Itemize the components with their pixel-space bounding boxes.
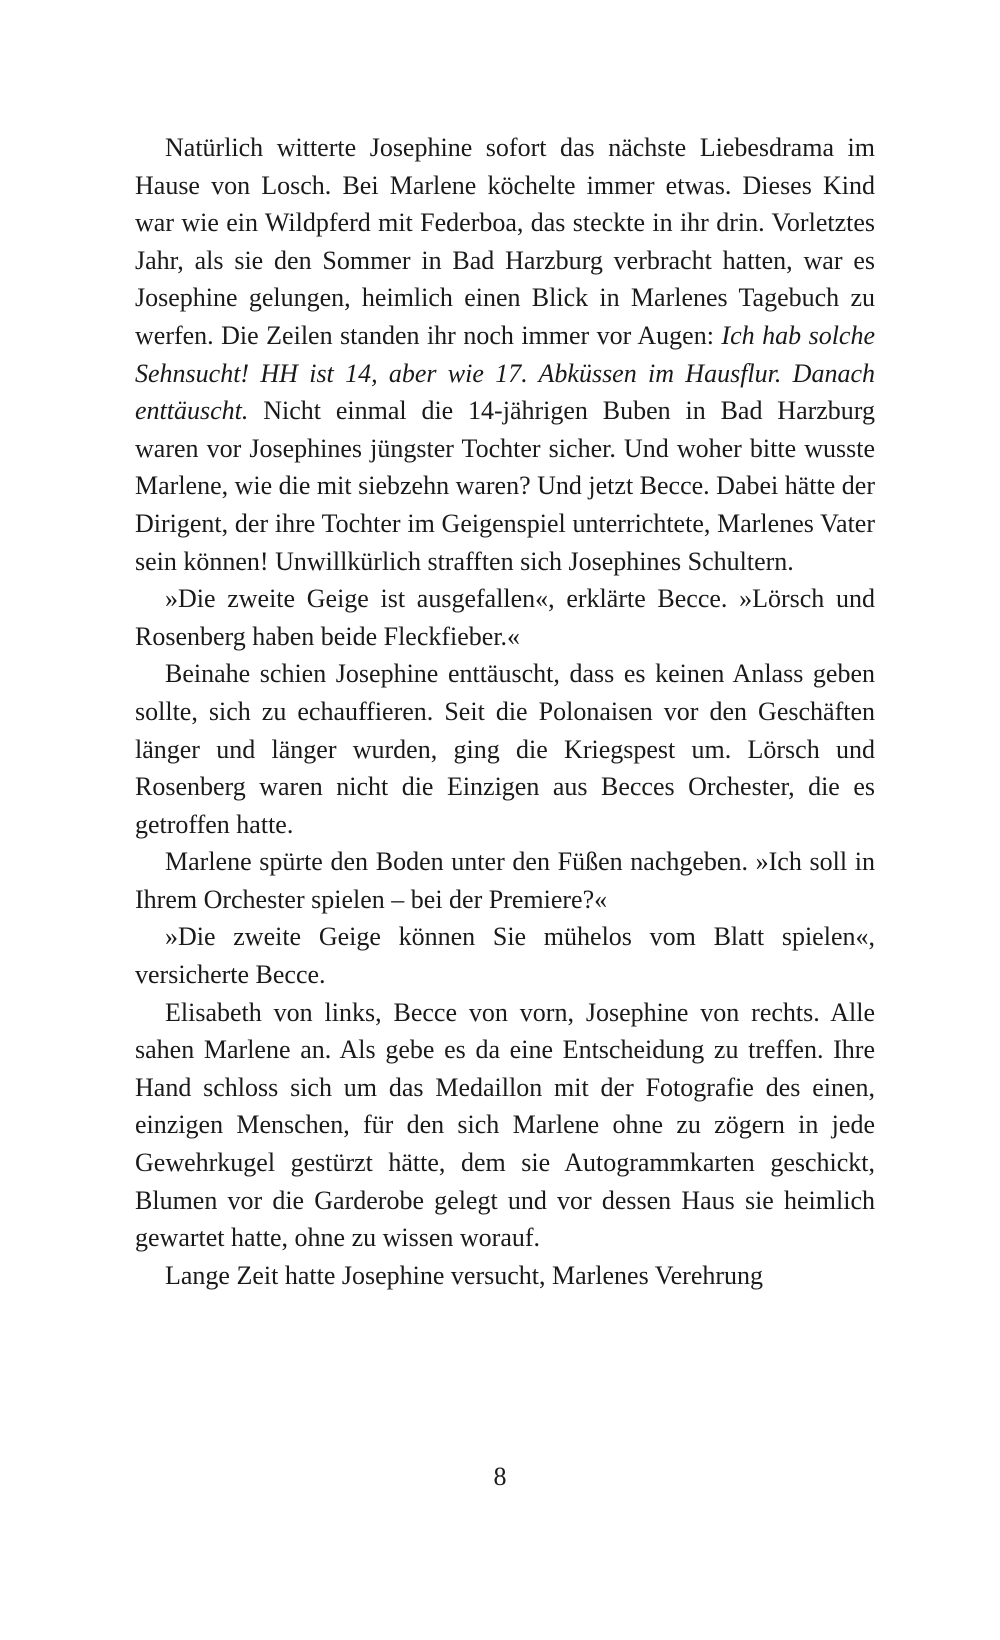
paragraph-7: Lange Zeit hatte Josephine versucht, Marlenes Verehrung	[165, 1260, 764, 1290]
diary-quote: Ich hab solche Sehnsucht! HH ist 14, aber wie 17. Abküssen im Hausflur. Danach enttäuscht.	[135, 320, 875, 426]
paragraph-1-continuation: Nicht einmal die 14-jährigen Buben in Bad Harzburg waren vor Josephines jüngster Tochter sicher. Und woher bitte wusste Marlene, wie die mit siebzehn waren? Und jetzt Becce. Dabei hätte der Dirigent, der ihre Tochter im Geigenspiel unterrichtete, Marlenes Vater sein können! Unwillkürlich strafften sich Josephines Schultern.	[135, 396, 875, 576]
paragraph-4: Marlene spürte den Boden unter den Füßen nachgeben. »Ich soll in Ihrem Orchester spielen – bei der Premiere?«	[135, 847, 875, 914]
paragraph-1	[135, 129, 875, 580]
body-text	[135, 129, 875, 1294]
paragraph-3: Beinahe schien Josephine enttäuscht, dass es keinen Anlass geben sollte, sich zu echauffieren. Seit die Polonaisen vor den Geschäften länger und länger wurden, ging die Kriegspest um. Lörsch und Rosenberg waren nicht die Einzigen aus Becces Orchester, die es getroffen hatte.	[135, 659, 875, 839]
paragraph-1-text: Natürlich witterte Josephine sofort das nächste Liebesdrama im Hause von Losch. Bei Marlene köchelte immer etwas. Dieses Kind war wie ein Wildpferd mit Federboa, das steckte in ihr drin. Vorletztes Jahr, als sie den Sommer in Bad Harzburg verbracht hatten, war es Josephine gelungen, heimlich einen Blick in Marlenes Tagebuch zu werfen. Die Zeilen standen ihr noch immer vor Augen:	[135, 133, 875, 350]
paragraph-5: »Die zweite Geige können Sie mühelos vom Blatt spielen«, versicherte Becce.	[135, 922, 875, 990]
paragraph-2: »Die zweite Geige ist ausgefallen«, erklärte Becce. »Lörsch und Rosenberg haben beide Fleckfieber.«	[135, 584, 875, 651]
paragraph-6: Elisabeth von links, Becce von vorn, Josephine von rechts. Alle sahen Marlene an. Als gebe es da eine Entscheidung zu treffen. Ihre Hand schloss sich um das Medaillon mit der Fotografie des einen, einzigen Menschen, für den sich Marlene ohne zu zögern in jede Gewehrkugel gestürzt hätte, dem sie Autogrammkarten geschickt, Blumen vor die Garderobe gelegt und vor dessen Haus sie heimlich gewartet hatte, ohne zu wissen worauf.	[135, 997, 875, 1253]
page-number: 8	[493, 1462, 507, 1491]
